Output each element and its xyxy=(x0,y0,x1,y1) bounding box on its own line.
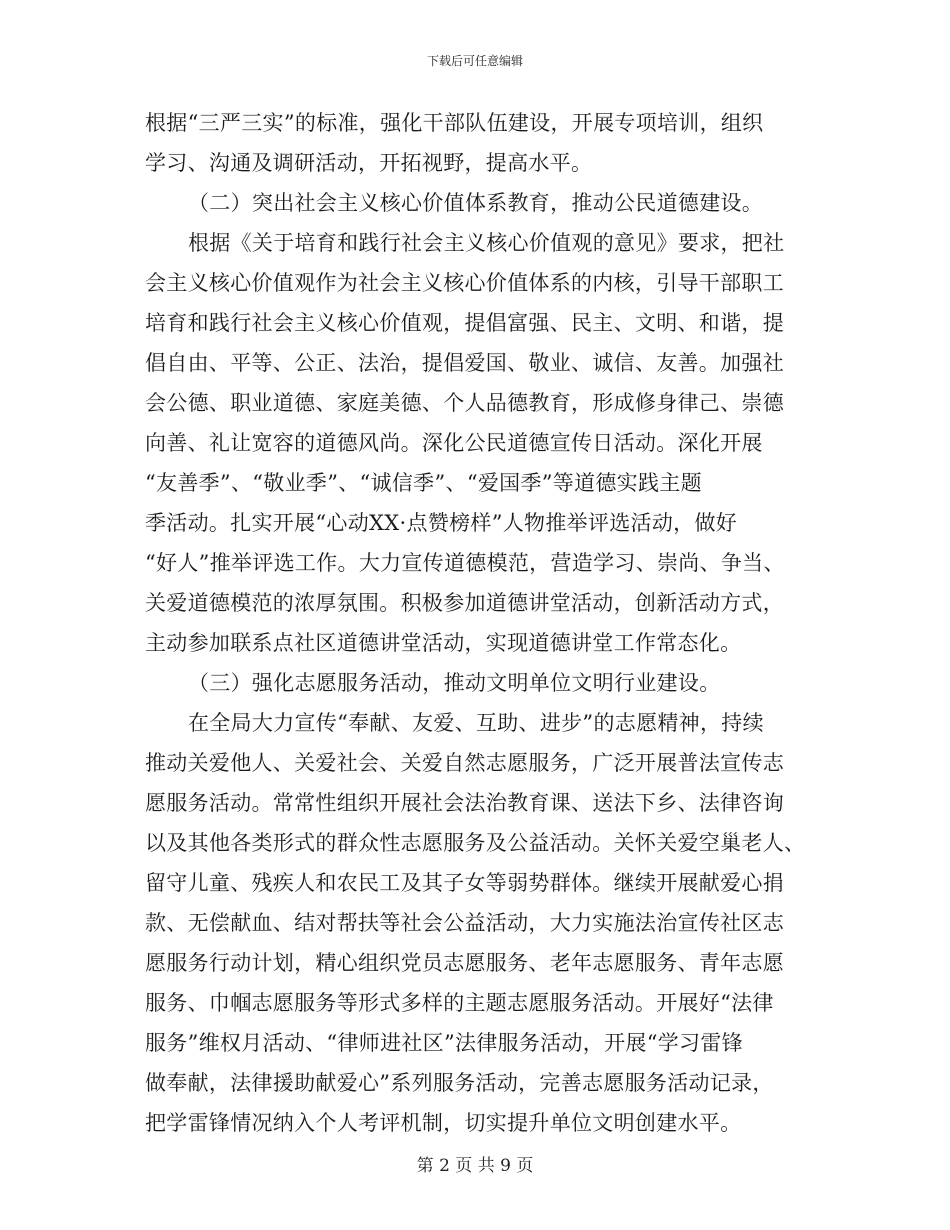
text-line: 根据“三严三实”的标准，强化干部队伍建设，开展专项培训，组织 xyxy=(145,111,764,135)
text-line: 在全局大力宣传“奉献、友爱、互助、进步”的志愿精神，持续 xyxy=(188,711,764,735)
section-heading: （二）突出社会主义核心价值体系教育，推动公民道德建设。 xyxy=(188,191,764,215)
text-line: 服务、巾帼志愿服务等形式多样的主题志愿服务活动。开展好“法律 xyxy=(145,991,774,1015)
text-line: 以及其他各类形式的群众性志愿服务及公益活动。关怀关爱空巢老人、 xyxy=(145,831,806,855)
section-heading: （三）强化志愿服务活动，推动文明单位文明行业建设。 xyxy=(188,671,721,695)
text-line: 根据《关于培育和践行社会主义核心价值观的意见》要求，把社 xyxy=(188,231,785,255)
text-line: 款、无偿献血、结对帮扶等社会公益活动，大力实施法治宣传社区志 xyxy=(145,911,784,935)
text-line: 把学雷锋情况纳入个人考评机制，切实提升单位文明创建水平。 xyxy=(145,1111,742,1135)
page-header: 下载后可任意编辑 xyxy=(426,54,523,68)
text-line: 关爱道德模范的浓厚氛围。积极参加道德讲堂活动，创新活动方式， xyxy=(145,591,784,615)
text-line: 会公德、职业道德、家庭美德、个人品德教育，形成修身律己、崇德 xyxy=(145,391,784,415)
text-line: “友善季”、“敬业季”、“诚信季”、“爱国季”等道德实践主题 xyxy=(145,471,702,495)
text-line: 愿服务行动计划，精心组织党员志愿服务、老年志愿服务、青年志愿 xyxy=(145,951,784,975)
text-line: 做奉献，法律援助献爱心”系列服务活动，完善志愿服务活动记录， xyxy=(145,1071,774,1095)
document-body xyxy=(145,103,811,1143)
text-line: 倡自由、平等、公正、法治，提倡爱国、敬业、诚信、友善。加强社 xyxy=(145,351,784,375)
text-line: 服务”维权月活动、“律师进社区”法律服务活动，开展“学习雷锋 xyxy=(145,1031,743,1055)
text-line: 主动参加联系点社区道德讲堂活动，实现道德讲堂工作常态化。 xyxy=(145,631,742,655)
text-line: 推动关爱他人、关爱社会、关爱自然志愿服务，广泛开展普法宣传志 xyxy=(145,751,784,775)
text-line: 培育和践行社会主义核心价值观，提倡富强、民主、文明、和谐，提 xyxy=(145,311,784,335)
text-line: “好人”推举评选工作。大力宣传道德模范，营造学习、崇尚、争当、 xyxy=(145,551,785,575)
text-line: 愿服务活动。常常性组织开展社会法治教育课、送法下乡、法律咨询 xyxy=(145,791,784,815)
page-number: 第 2 页 共 9 页 xyxy=(416,1156,534,1176)
text-line: 留守儿童、残疾人和农民工及其子女等弱势群体。继续开展献爱心捐 xyxy=(145,871,784,895)
text-line: 向善、礼让宽容的道德风尚。深化公民道德宣传日活动。深化开展 xyxy=(145,431,763,455)
text-line: 季活动。扎实开展“心动XX·点赞榜样”人物推举评选活动，做好 xyxy=(145,511,738,535)
text-line: 会主义核心价值观作为社会主义核心价值体系的内核，引导干部职工 xyxy=(145,271,784,295)
text-line: 学习、沟通及调研活动，开拓视野，提高水平。 xyxy=(145,151,593,175)
